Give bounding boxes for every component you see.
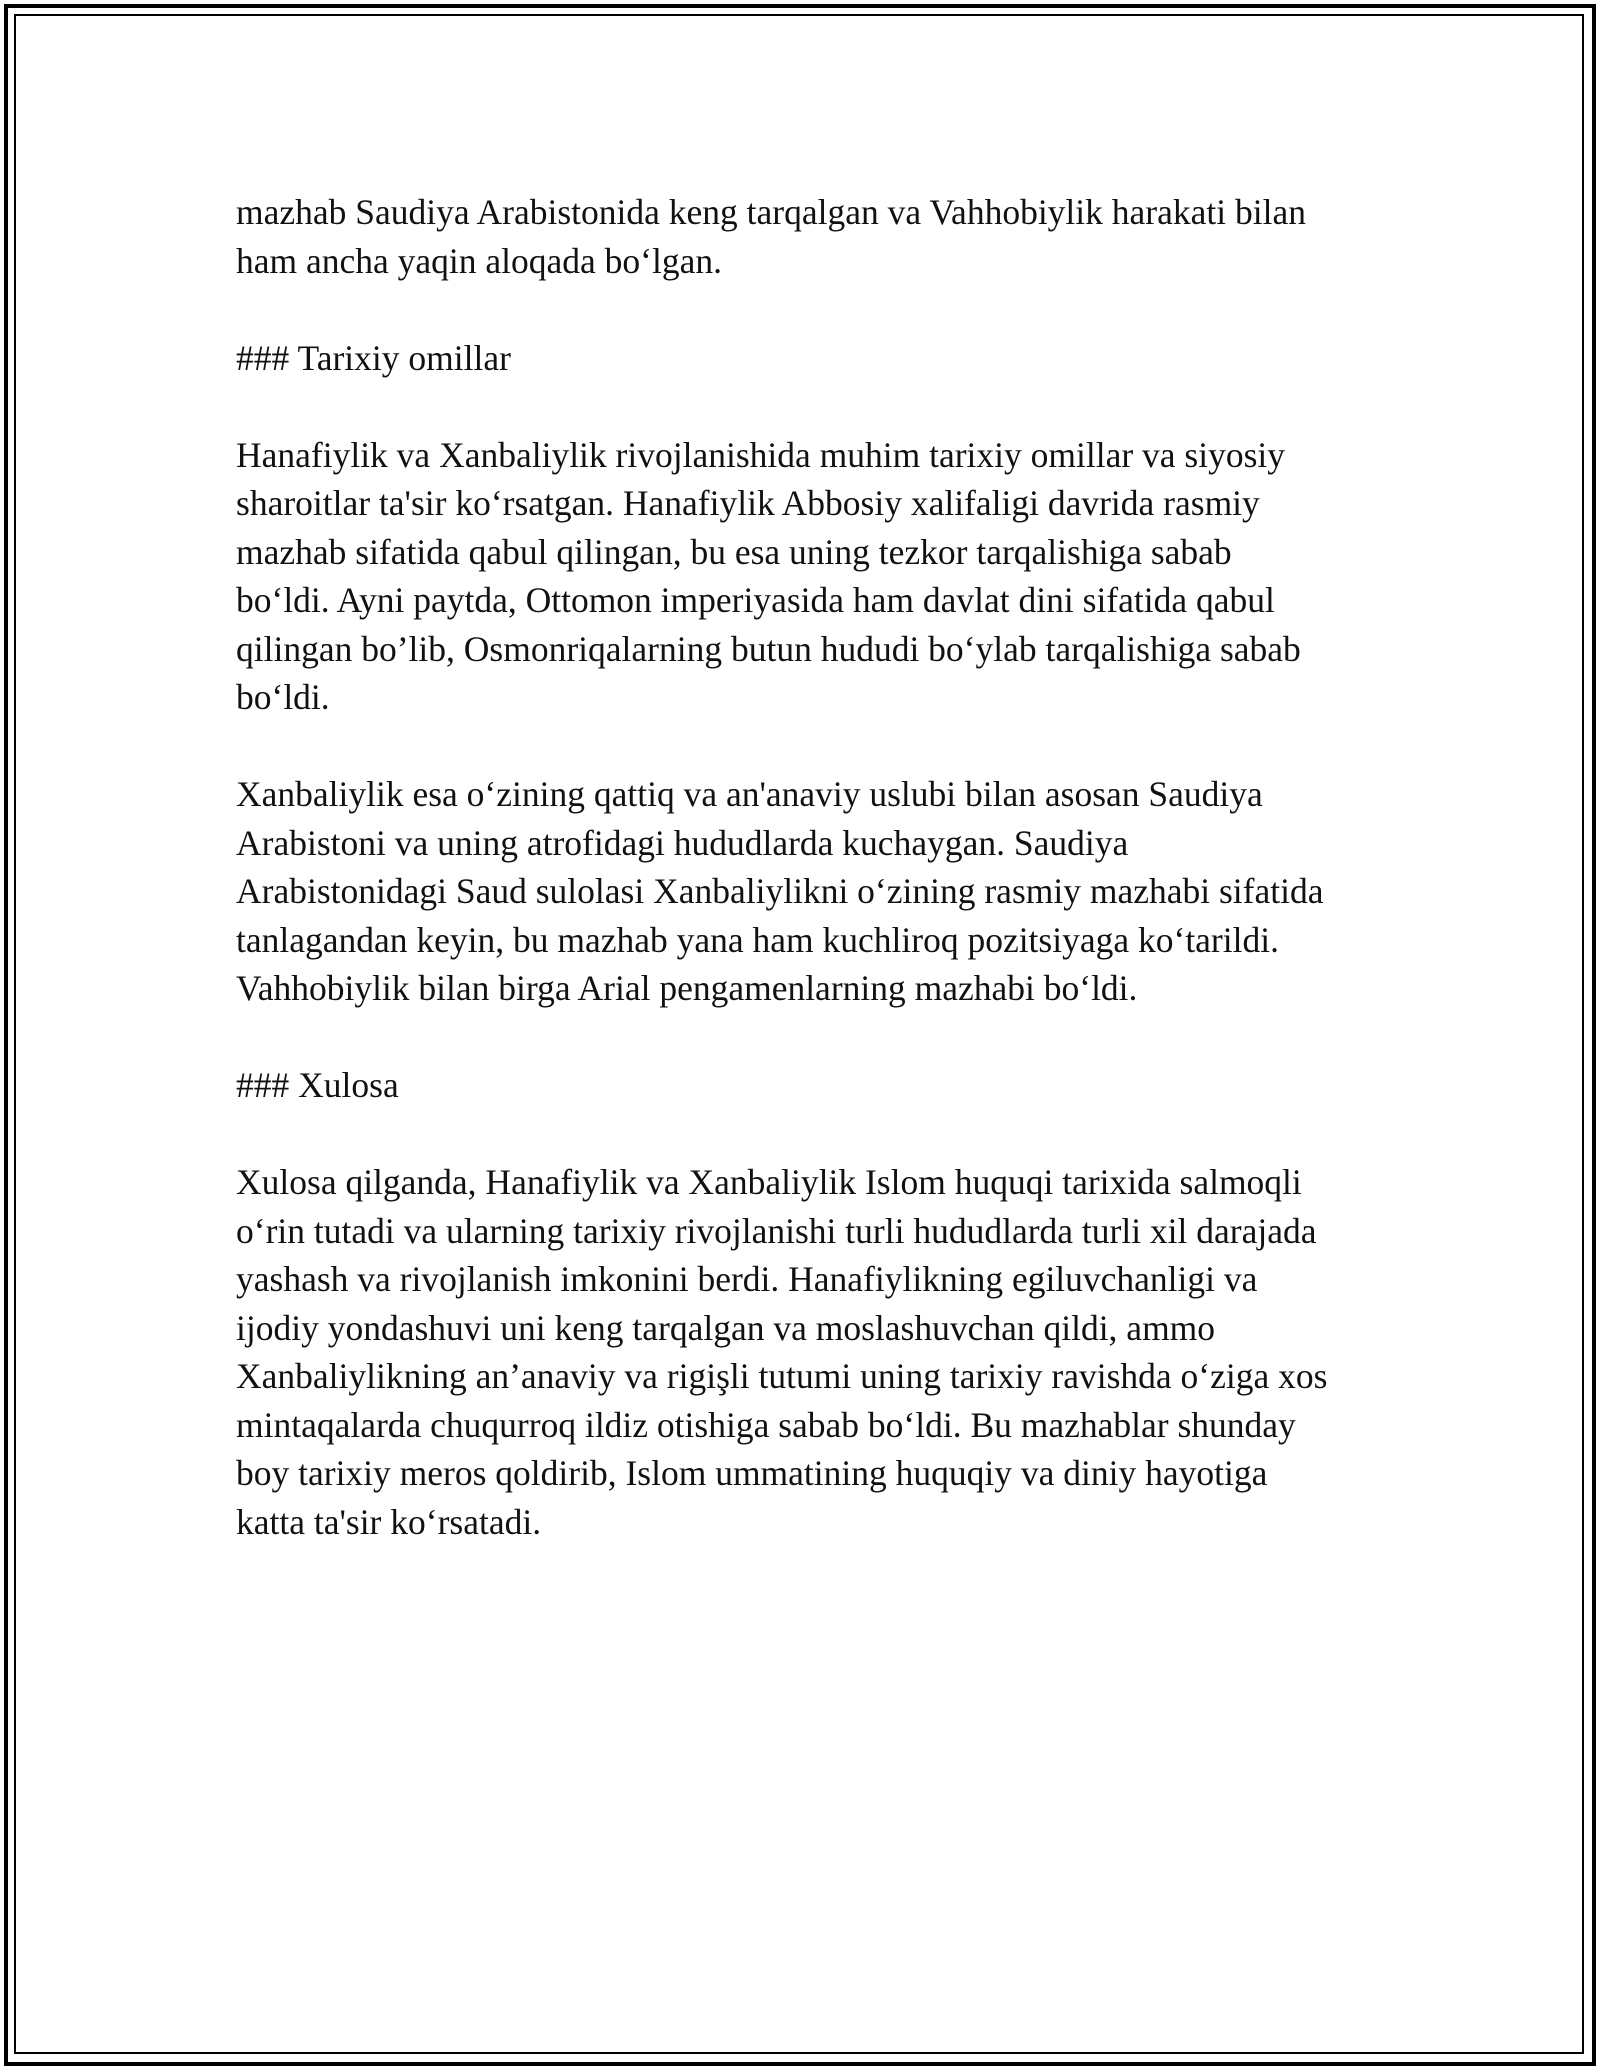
paragraph-hanafiylik-history [236,431,1376,722]
text-line: Xanbaliylikning an’anaviy va rigişli tutumi uning tarixiy ravishda o‘ziga xos [236,1356,1328,1396]
text-line: Xanbaliylik esa o‘zining qattiq va an'anaviy uslubi bilan asosan Saudiya [236,774,1263,814]
paragraph-intro-continuation [236,188,1376,285]
paragraph-conclusion [236,1158,1376,1546]
text-line: mazhab sifatida qabul qilingan, bu esa uning tezkor tarqalishiga sabab [236,531,1232,572]
text-line: Vahhobiylik bilan birga Arial pengamenlarning mazhabi bo‘ldi. [236,968,1138,1008]
text-line: ham ancha yaqin aloqada bo‘lgan. [236,240,722,281]
text-line: Arabistoni va uning atrofidagi hududlarda kuchaygan. Saudiya [236,822,1129,863]
text-line: yashash va rivojlanish imkonini berdi. Hanafiylikning egiluvchanligi va [236,1259,1258,1299]
heading-text: ### Tarixiy omillar [236,337,511,378]
section-heading-tarixiy-omillar [236,334,1376,383]
heading-text: ### Xulosa [236,1065,399,1105]
text-line: sharoitlar ta'sir ko‘rsatgan. Hanafiylik Abbosiy xalifaligi davrida rasmiy [236,483,1260,523]
text-line: boy tarixiy meros qoldirib, Islom ummatining huquqiy va diniy hayotiga [236,1453,1268,1493]
text-line: katta ta'sir ko‘rsatadi. [236,1501,542,1542]
text-line: Hanafiylik va Xanbaliylik rivojlanishida muhim tarixiy omillar va siyosiy [236,434,1286,475]
text-line: mintaqalarda chuqurroq ildiz otishiga sabab bo‘ldi. Bu mazhablar shunday [236,1404,1296,1445]
text-line: Arabistonidagi Saud sulolasi Xanbaliylikni o‘zining rasmiy mazhabi sifatida [236,871,1324,911]
text-line: bo‘ldi. Ayni paytda, Ottomon imperiyasida ham davlat dini sifatida qabul [236,580,1275,620]
document-body [236,188,1376,1595]
text-line: bo‘ldi. [236,677,330,717]
text-line: Xulosa qilganda, Hanafiylik va Xanbaliylik Islom huquqi tarixida salmoqli [236,1162,1302,1202]
text-line: qilingan bo’lib, Osmonriqalarning butun hududi bo‘ylab tarqalishiga sabab [236,628,1301,669]
text-line: tanlagandan keyin, bu mazhab yana ham kuchliroq pozitsiyaga ko‘tarildi. [236,919,1279,960]
text-line: o‘rin tutadi va ularning tarixiy rivojlanishi turli hududlarda turli xil darajada [236,1210,1317,1251]
text-line: ijodiy yondashuvi uni keng tarqalgan va moslashuvchan qildi, ammo [236,1307,1216,1348]
paragraph-xanbaliylik-history [236,770,1376,1013]
section-heading-xulosa [236,1061,1376,1110]
text-line: mazhab Saudiya Arabistonida keng tarqalgan va Vahhobiylik harakati bilan [236,192,1306,232]
